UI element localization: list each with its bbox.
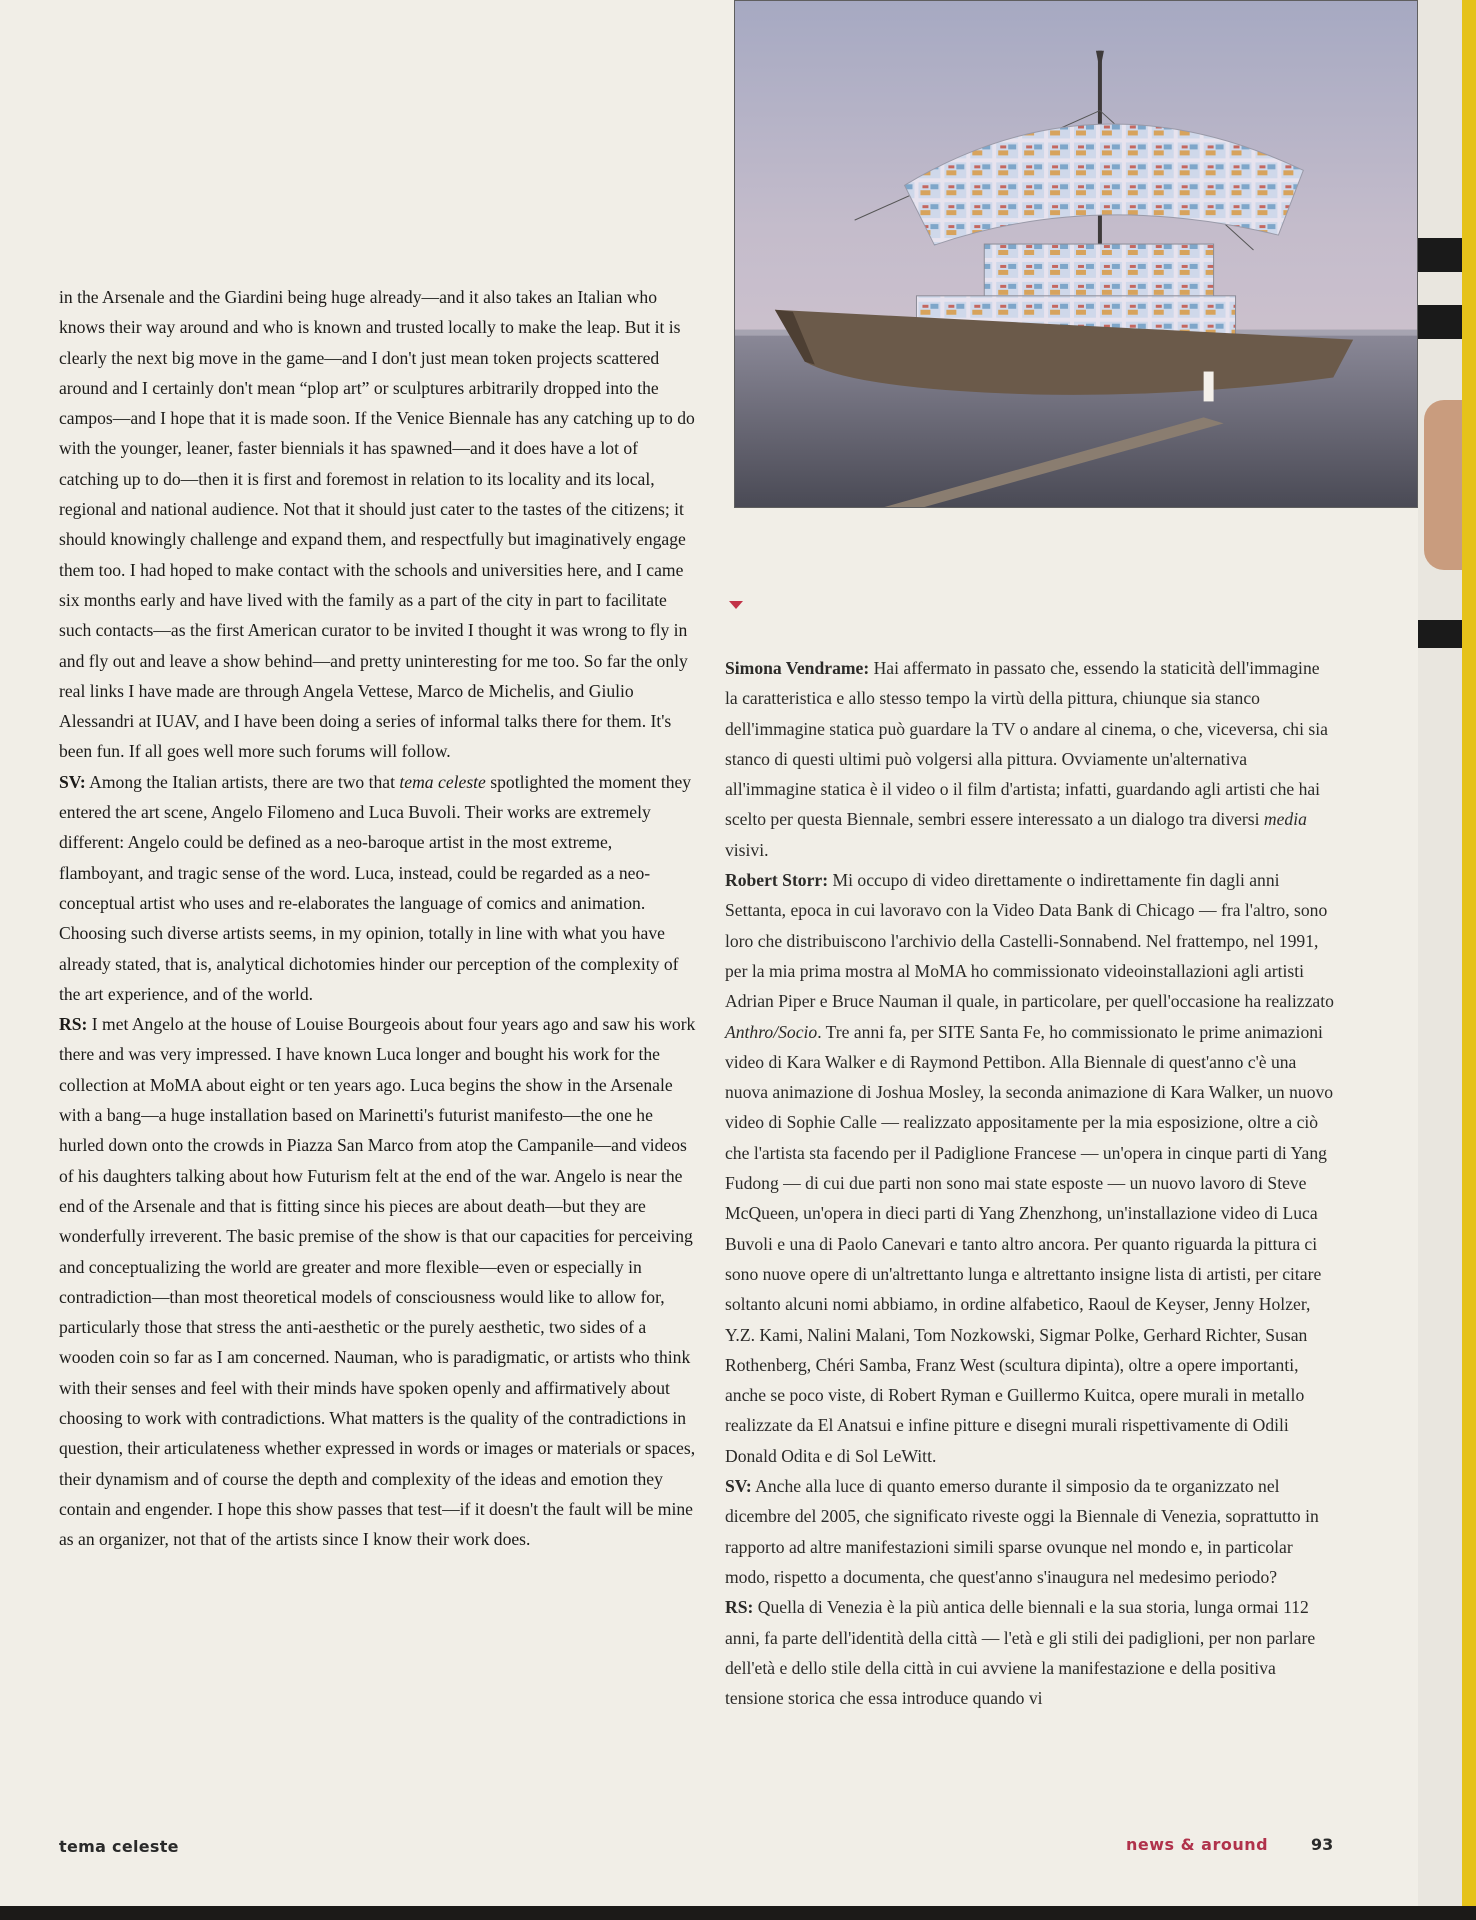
speaker-label: RS: (725, 1597, 754, 1618)
edge-stripe (1418, 620, 1462, 648)
ship-installation-photo (734, 0, 1418, 508)
speaker-label: Simona Vendrame: (725, 658, 870, 678)
bottom-shadow-edge (0, 1906, 1476, 1920)
page-number: 93 (1311, 1835, 1334, 1854)
paragraph-text: spotlighted the moment they entered the art scene, Angelo Filomeno and Luca Buvoli. Their works are extremely different: Angelo could be defined as a neo-baroque artist in the most extreme, flamboyant, and tragic sense of the word. Luca, instead, could be regarded as a neo-conceptual artist who uses and re-elaborates the language of comics and animation. Choosing such diverse artists seems, in my opinion, totally in line with what you have already stated, that is, analytical dichotomies hinder our perception of the complexity of the art experience, and of the world. (59, 771, 692, 1004)
edge-stripe (1418, 305, 1462, 339)
paragraph (725, 1592, 1335, 1713)
speaker-label: Robert Storr: (725, 870, 829, 891)
english-interview-column (59, 282, 699, 1554)
speaker-label: SV: (725, 1476, 752, 1497)
paragraph-text: visivi. (725, 839, 769, 860)
paragraph-text: I met Angelo at the house of Louise Bourgeois about four years ago and saw his work there and was very impressed. I have known Luca longer and bought his work for the collection at MoMA about eight or ten years ago. Luca begins the show in the Arsenale with a bang—a huge installation based on Marinetti's futurist manifesto—the one he hurled down onto the crowds in Piazza San Marco from atop the Campanile—and videos of his daughters talking about how Futurism felt at the end of the war. Angelo is near the end of the Arsenale and that is fitting since his pieces are about death—but they are wonderfully irreverent. The basic premise of the show is that our capacities for perceiving and conceptualizing the world are greater and more flexible—even or especially in contradiction—than most theoretical models of consciousness would like to allow for, particularly those that stress the anti-aesthetic or the purely aesthetic, two sides of a wooden coin so far as I am concerned. Nauman, who is paradigmatic, or artists who think with their senses and feel with their minds have spoken openly and affirmatively about choosing to work with contradictions. What matters is the quality of the contradictions in question, their articulateness whether expressed in words or images or materials or spaces, their dynamism and of course the depth and complexity of the ideas and emotion they contain and engender. I hope this show passes that test—if it doesn't the fault will be mine as an organizer, not that of the artists since I know their work does. (59, 1014, 696, 1550)
italian-interview-column (725, 653, 1335, 1713)
paragraph-text: Among the Italian artists, there are two that (85, 771, 400, 792)
magazine-title-italic: tema celeste (399, 771, 486, 792)
speaker-label: SV: (59, 771, 86, 792)
paragraph-text: Mi occupo di video direttamente o indirettamente fin dagli anni Settanta, epoca in cui lavoravo con la Video Data Bank di Chicago — fra l'altro, sono loro che distribuiscono l'archivio della Castelli-Sonnabend. Nel frattempo, nel 1991, per la mia prima mostra al MoMA ho commissionato videoinstallazioni agli artisti Adrian Piper e Bruce Nauman il quale, in particolare, per quell'occasione ha realizzato (725, 870, 1334, 1012)
paragraph-text: Hai affermato in passato che, essendo la staticità dell'immagine la caratteristica e allo stesso tempo la virtù della pittura, chiunque sia stanco dell'immagine statica può guardare la TV o andare al cinema, o che, viceversa, chi sia stanco di questi ultimi può volgersi alla pittura. Ovviamente un'alternativa all'immagine statica è il video o il film d'artista; infatti, guardando agli artisti che hai scelto per questa Biennale, sembri essere interessato a un dialogo tra diversi (725, 658, 1328, 830)
thumb-shape (1424, 400, 1462, 570)
italic-term: media (1263, 809, 1307, 830)
paragraph (725, 865, 1335, 1471)
paragraph: in the Arsenale and the Giardini being huge already—and it also takes an Italian who knows their way around and who is known and trusted locally to make the leap. But it is clearly the next big move in the game—and I don't just mean token projects scattered around and I certainly don't mean “plop art” or sculptures arbitrarily dropped into the campos—and I hope that it is made soon. If the Venice Biennale has any catching up to do with the younger, leaner, faster biennials it has spawned—and it does have a lot of catching up to do—then it is first and foremost in relation to its locality and its local, regional and national audience. Not that it should just cater to the tastes of the citizens; it should knowingly challenge and expand them, and respectfully but imaginatively engage them too. I had hoped to make contact with the schools and universities here, and I came six months early and have lived with the family as a part of the city in part to facilitate such contacts—as the first American curator to be invited I thought it was wrong to fly in and fly out and leave a show behind—and pretty uninteresting for me too. So far the only real links I have made are through Angela Vettese, Marco de Michelis, and Giulio Alessandri at IUAV, and I have been doing a series of informal talks there for them. It's been fun. If all goes well more such forums will follow. (59, 287, 695, 762)
paragraph-text: Anche alla luce di quanto emerso durante il simposio da te organizzato nel dicembre del 2005, che significato riveste oggi la Biennale di Venezia, soprattutto in rapporto ad altre manifestazioni simili sparse ovunque nel mondo e, in particolar modo, rispetto a documenta, che quest'anno s'inaugura nel medesimo periodo? (725, 1476, 1319, 1587)
red-triangle-marker-icon (729, 601, 743, 609)
paragraph (59, 767, 699, 1009)
artwork-title-italic: Anthro/Socio (725, 1021, 818, 1042)
paragraph (725, 653, 1335, 865)
paragraph (59, 1009, 699, 1554)
paragraph-text: . Tre anni fa, per SITE Santa Fe, ho commissionato le prime animazioni video di Kara Walker e di Raymond Pettibon. Alla Biennale di quest'anno c'è una nuova animazione di Joshua Mosley, la seconda animazione di Kara Walker, un nuovo video di Sophie Calle — realizzato appositamente per la mia esposizione, oltre a ciò che l'artista sta facendo per il Padiglione Francese — un'opera in cinque parti di Yang Fudong — di cui due parti non sono mai state esposte — un nuovo lavoro di Steve McQueen, un'opera in dieci parti di Yang Zhenzhong, un'installazione video di Luca Buvoli e una di Paolo Canevari e tanto altro ancora. Per quanto riguarda la pittura ci sono nuove opere di un'altrettanto lunga e altrettanto insigne lista di artisti, per citare soltanto alcuni nomi abbiamo, in ordine alfabetico, Raoul de Keyser, Jenny Holzer, Y.Z. Kami, Nalini Malani, Tom Nozkowski, Sigmar Polke, Gerhard Richter, Susan Rothenberg, Chéri Samba, Franz West (scultura dipinta), oltre a opere importanti, anche se poco viste, di Robert Ryman e Guillermo Kuitca, opere murali in metallo realizzate da El Anatsui e infine pitture e disegni murali rispettivamente di Odili Donald Odita e di Sol LeWitt. (725, 1021, 1334, 1466)
yellow-edge-strip (1462, 0, 1476, 1920)
footer-magazine-name: tema celeste (59, 1837, 179, 1856)
footer-section-name: news & around (1126, 1835, 1269, 1854)
edge-stripe (1418, 238, 1462, 272)
adjacent-page-edge (1418, 0, 1476, 1920)
paragraph-text: Quella di Venezia è la più antica delle biennali e la sua storia, lunga ormai 112 anni, fa parte dell'identità della città — l'età e gli stili dei padiglioni, per non parlare dell'età e dello stile della città in cui avviene la manifestazione e della positiva tensione storica che essa introduce quando vi (725, 1597, 1316, 1709)
paragraph (725, 1471, 1335, 1592)
speaker-label: RS: (59, 1014, 88, 1035)
